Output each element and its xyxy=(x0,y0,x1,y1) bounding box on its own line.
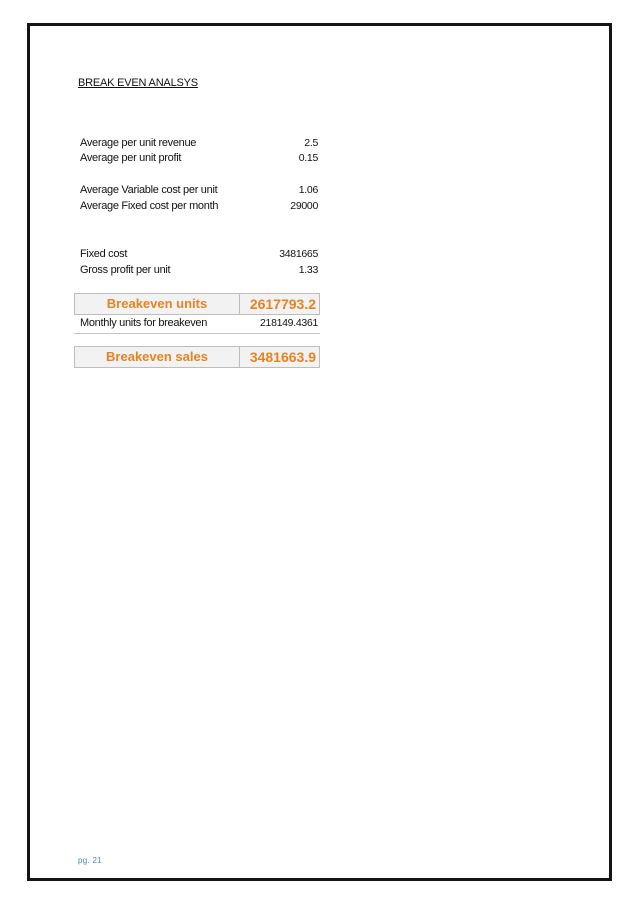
row-value: 1.33 xyxy=(298,264,318,276)
row-value: 2.5 xyxy=(304,137,318,149)
row-value: 1.06 xyxy=(298,184,318,196)
row-value: 29000 xyxy=(290,200,318,212)
breakeven-units-label: Breakeven units xyxy=(75,294,240,314)
row-gross-profit xyxy=(80,264,318,276)
breakeven-units-cell xyxy=(74,293,320,315)
row-label: Average Fixed cost per month xyxy=(80,200,219,212)
row-avg-profit xyxy=(80,152,318,164)
row-fixed-cost xyxy=(80,248,318,260)
row-value: 0.15 xyxy=(298,152,318,164)
page-title: BREAK EVEN ANALSYS xyxy=(78,77,198,89)
breakeven-sales-label: Breakeven sales xyxy=(75,347,240,367)
row-avg-revenue xyxy=(80,137,318,149)
row-value: 3481665 xyxy=(279,248,318,260)
row-avg-fixed-cost xyxy=(80,200,318,212)
row-label: Gross profit per unit xyxy=(80,264,171,276)
breakeven-sales-cell xyxy=(74,346,320,368)
row-label: Average per unit revenue xyxy=(80,137,197,149)
row-label: Average per unit profit xyxy=(80,152,182,164)
divider xyxy=(74,333,320,334)
breakeven-sales-value: 3481663.9 xyxy=(249,349,316,365)
page-number: pg. 21 xyxy=(78,856,103,865)
row-label: Average Variable cost per unit xyxy=(80,184,218,196)
breakeven-units-value: 2617793.2 xyxy=(249,296,316,312)
row-value: 218149.4361 xyxy=(259,317,318,329)
row-label: Fixed cost xyxy=(80,248,128,260)
row-monthly-units xyxy=(80,317,318,329)
row-avg-variable-cost xyxy=(80,184,318,196)
row-label: Monthly units for breakeven xyxy=(80,317,208,329)
